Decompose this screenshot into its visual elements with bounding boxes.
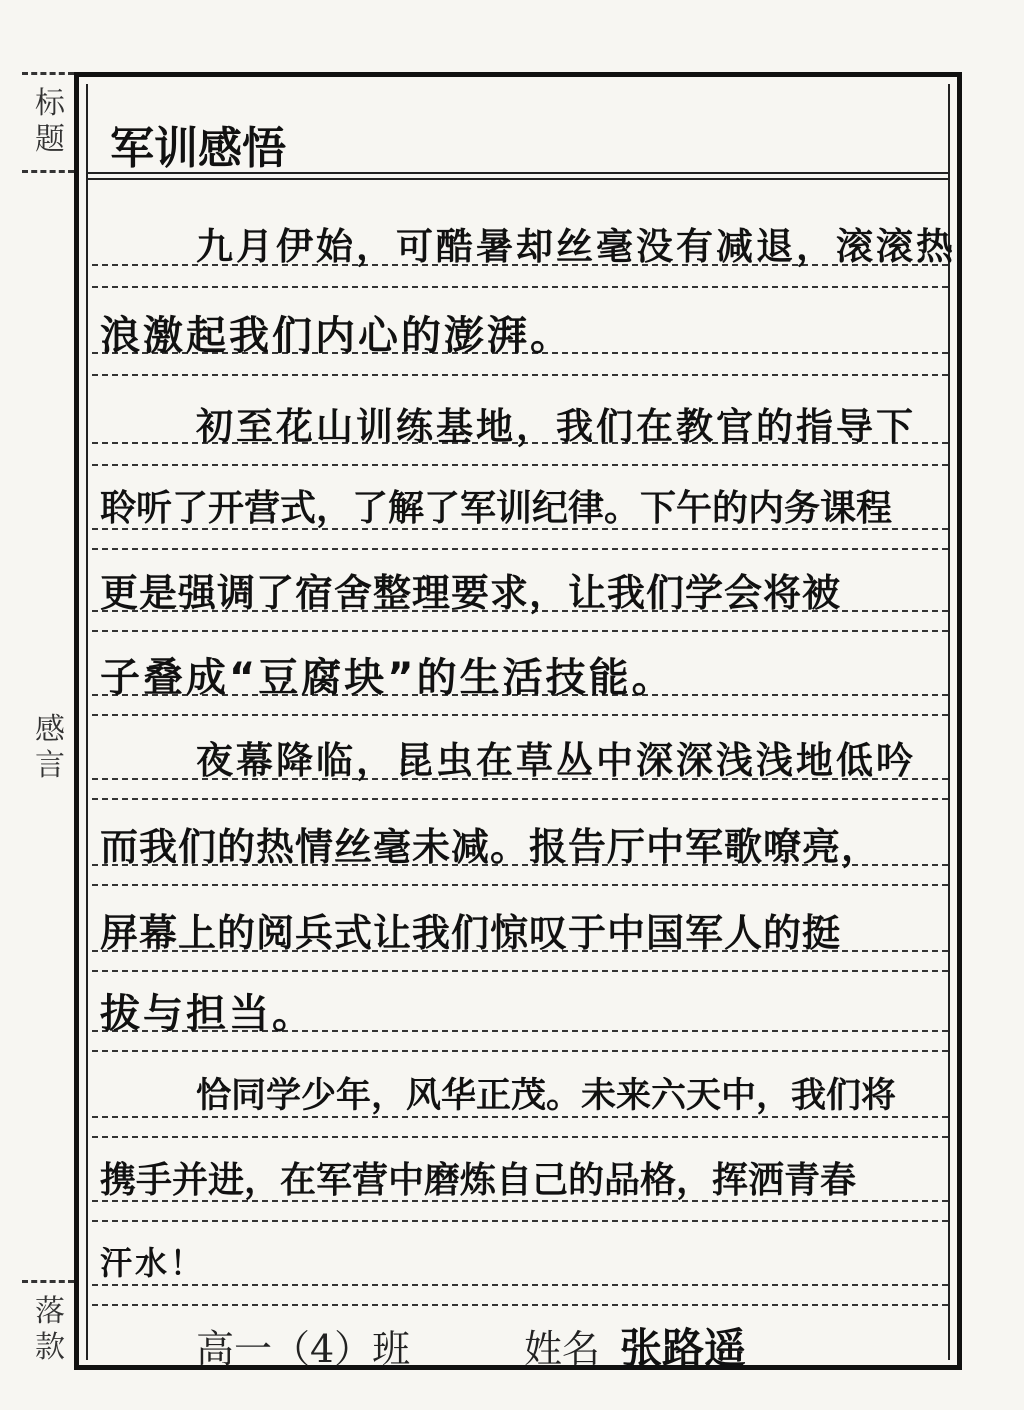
essay-line: 恰同学少年，风华正茂。未来六天中，我们将 (196, 1076, 897, 1116)
ruled-line (92, 374, 948, 376)
essay-line: 屏幕上的阅兵式让我们惊叹于中国军人的挺 (100, 911, 842, 955)
essay-line: 更是强调了宿舍整理要求，让我们学会将被 (100, 571, 842, 615)
name-label: 姓名 (524, 1327, 601, 1371)
margin-label-title: 标题 (35, 86, 65, 157)
essay-line: 浪激起我们内心的澎湃。 (100, 313, 573, 359)
ruled-line (92, 1136, 948, 1138)
essay-line: 子叠成“豆腐块”的生活技能。 (100, 655, 675, 701)
ruled-line (92, 1284, 948, 1286)
title-rule (88, 172, 948, 174)
ruled-line (92, 798, 948, 800)
essay-line: 聆听了开营式，了解了军训纪律。下午的内务课程 (100, 488, 893, 529)
essay-line: 拔与担当。 (100, 991, 315, 1037)
ruled-line (92, 1304, 948, 1306)
essay-line: 而我们的热情丝毫未减。报告厅中军歌嘹亮， (100, 825, 881, 869)
ruled-line (92, 714, 948, 716)
title-rule (88, 178, 948, 180)
essay-line: 初至花山训练基地，我们在教官的指导下 (196, 405, 916, 448)
ruled-line (92, 630, 948, 632)
margin-label-footer: 落款 (35, 1294, 65, 1365)
ruled-line (92, 884, 948, 886)
essay-line: 汗水！ (100, 1244, 206, 1282)
margin-label-body: 感言 (35, 712, 65, 783)
margin-divider (22, 170, 74, 173)
ruled-line (92, 1220, 948, 1222)
ruled-line (92, 286, 948, 288)
essay-title: 军训感悟 (110, 123, 286, 174)
class-label: 高一（4）班 (196, 1327, 411, 1371)
essay-line: 夜幕降临，昆虫在草丛中深深浅浅地低吟 (196, 739, 916, 782)
ruled-line (92, 970, 948, 972)
essay-line: 九月伊始，可酷暑却丝毫没有减退，滚滚热 (196, 225, 956, 268)
signature: 张路遥 (620, 1324, 747, 1373)
ruled-line (92, 548, 948, 550)
essay-line: 携手并进，在军营中磨炼自己的品格，挥洒青春 (100, 1160, 857, 1201)
ruled-line (92, 1050, 948, 1052)
ruled-line (92, 464, 948, 466)
margin-divider (22, 1280, 74, 1283)
margin-divider (22, 72, 74, 75)
